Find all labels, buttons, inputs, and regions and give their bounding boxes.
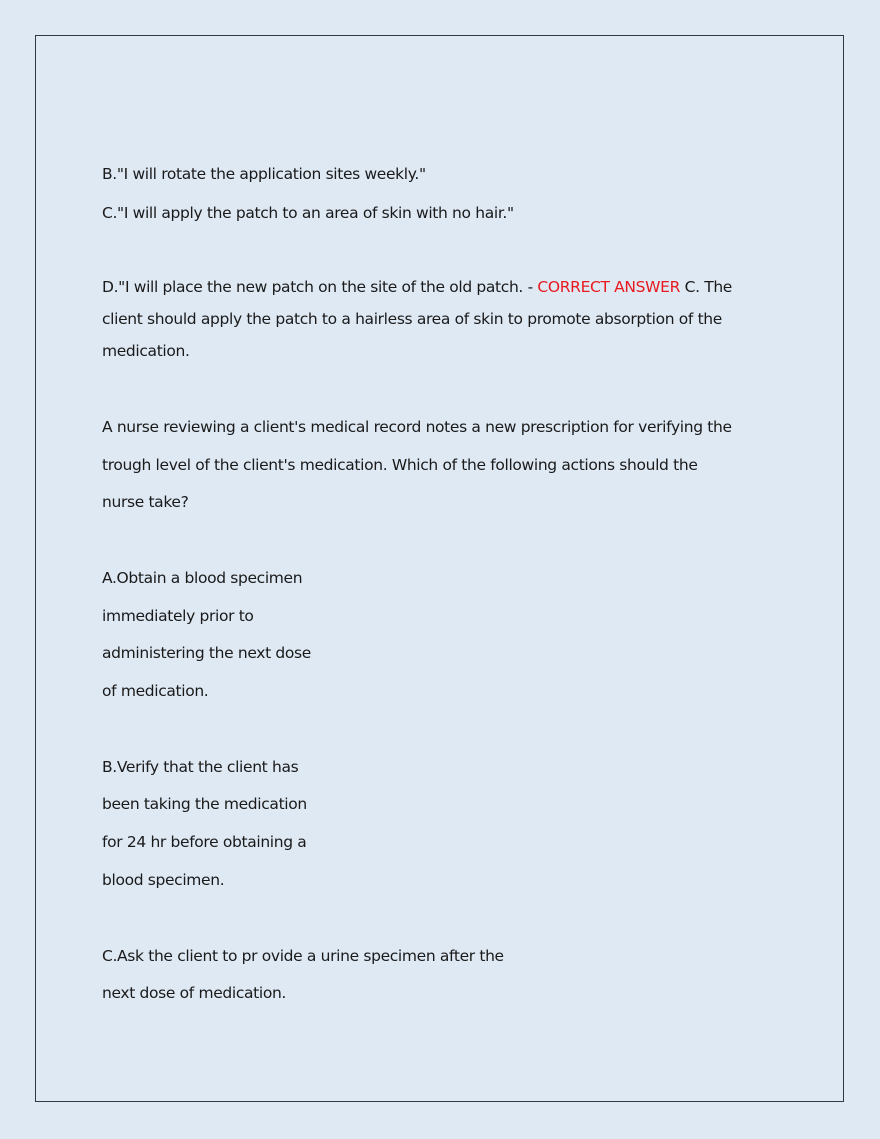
correct-answer-label: CORRECT ANSWER: [537, 278, 681, 296]
question-line3: nurse take?: [102, 493, 189, 511]
prev-option-d-line1: [102, 277, 732, 297]
prev-option-c: C."I will apply the patch to an area of skin with no hair.": [102, 204, 514, 222]
option-b-line3: for 24 hr before obtaining a: [102, 833, 307, 851]
option-b-line1: B.Verify that the client has: [102, 758, 299, 776]
option-a-line2: immediately prior to: [102, 607, 254, 625]
option-b-line2: been taking the medication: [102, 795, 307, 813]
option-a-line1: A.Obtain a blood specimen: [102, 569, 303, 587]
question-line1: A nurse reviewing a client's medical record notes a new prescription for verifying the: [102, 418, 732, 436]
correct-answer-value: C. The: [680, 278, 732, 296]
rationale-line3: medication.: [102, 342, 190, 360]
prev-option-d-text: D."I will place the new patch on the site of the old patch. -: [102, 278, 538, 296]
option-c-line2: next dose of medication.: [102, 984, 287, 1002]
rationale-line2: client should apply the patch to a hairless area of skin to promote absorption of the: [102, 310, 722, 328]
question-line2: trough level of the client's medication. Which of the following actions should the: [102, 456, 698, 474]
option-b-line4: blood specimen.: [102, 871, 225, 889]
option-a-line4: of medication.: [102, 682, 209, 700]
prev-option-b: B."I will rotate the application sites weekly.": [102, 165, 426, 183]
option-a-line3: administering the next dose: [102, 644, 311, 662]
option-c-line1: C.Ask the client to pr ovide a urine specimen after the: [102, 947, 504, 965]
